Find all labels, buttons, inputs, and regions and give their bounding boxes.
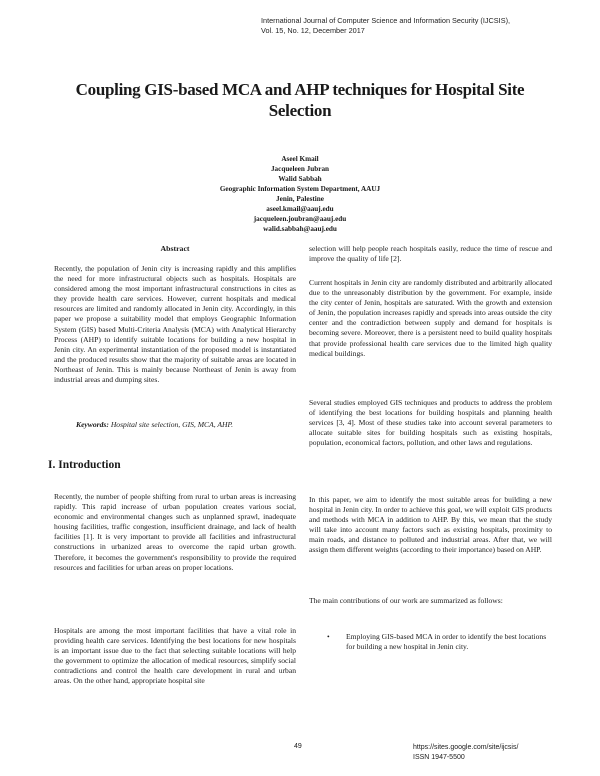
intro-paragraph-1: Recently, the number of people shifting from rural to urban areas is increasing rapidly. This rapid increase of urban population creates various social, economic and environmental changes such as unplanned sprawl, inadequate housing facilities, traffic congestion, insufficient drainage, and lack of health facilities [1]. It is very important to provide all facilities and infrastructural constructions in urbanized areas to overcome the rapid urban growth. Therefore, it becomes the government's responsibility to provide the required resources and facilities for urban areas on proper locations. <box>54 492 296 572</box>
email-2: jacqueleen.joubran@aauj.edu <box>253 215 347 223</box>
author-1: Aseel Kmail <box>281 155 319 163</box>
right-paragraph-3: Several studies employed GIS techniques and products to address the problem of identifying the best locations for building hospitals and planning health services [3, 4]. Most of these studies take into account several parameters to allocate suitable sites for building hospitals such as existing hospitals, population, economical factors, pollution, and other laws and regulations. <box>309 398 552 448</box>
affiliation: Geographic Information System Department, AAUJ <box>219 185 381 193</box>
author-2: Jacqueleen Jubran <box>270 165 330 173</box>
footer-info <box>413 743 518 763</box>
abstract-body <box>54 264 296 385</box>
right-paragraph-4: In this paper, we aim to identify the most suitable areas for building a new hospital in Jenin city. In order to achieve this goal, we will exploit GIS products and methods with MCA in addition to AHP. By this, we mean that the study will take into account many factors such as existing hospitals, proximity to main roads, and distance to polluted and industrial areas. After that, we will assign them different weights (according to their importance) based on AHP. <box>309 495 552 555</box>
bullet-icon: • <box>327 632 330 641</box>
location: Jenin, Palestine <box>276 195 324 203</box>
abstract-text: Recently, the population of Jenin city is increasing rapidly and this amplifies the need for more infrastructural objects such as hospitals. Hospitals are considered among the most important infrastructural constructions in cites as they provide health care services. However, current hospitals and medical resources are limited and randomly allocated in Jenin city. Accordingly, in this paper we propose a suitability model that employs Geographic Information System (GIS) based Multi-Criteria Analysis (MCA) with Analytical Hierarchy Process (AHP) to identify suitable locations for building a new hospital in Jenin city. An experimental instantiation of the proposed model is instantiated and the produced results show that the majority of suitable areas are located in Northeast of Jenin. This is mainly because Northeast of Jenin is away from industrial areas and dumping sites. <box>54 264 296 385</box>
section-heading-introduction: I. Introduction <box>48 459 121 471</box>
journal-name: International Journal of Computer Science and Information Security (IJCSIS), <box>261 16 511 25</box>
email-3: walid.sabbah@aauj.edu <box>263 225 337 233</box>
bullet-text: Employing GIS-based MCA in order to identify the best locations for building a new hospital in Jenin city. <box>346 632 547 652</box>
journal-header <box>261 16 510 36</box>
footer-issn: ISSN 1947-5500 <box>413 754 465 761</box>
journal-volume: Vol. 15, No. 12, December 2017 <box>261 26 365 35</box>
author-3: Walid Sabbah <box>278 175 322 183</box>
keywords-text: Hospital site selection, GIS, MCA, AHP. <box>110 420 234 429</box>
page-number: 49 <box>294 743 302 750</box>
email-1: aseel.kmail@aauj.edu <box>266 205 334 213</box>
paper-title <box>40 79 560 121</box>
keywords-label: Keywords: <box>76 420 109 429</box>
abstract-heading: Abstract <box>160 244 190 253</box>
right-paragraph-1: selection will help people reach hospitals easily, reduce the time of rescue and improve the quality of life [2]. <box>309 244 552 264</box>
keywords <box>76 420 233 429</box>
author-block <box>100 154 500 234</box>
right-paragraph-2: Current hospitals in Jenin city are randomly distributed and arbitrarily allocated due to the unreasonably distribution by the government. For example, inside the city center of Jenin, hospitals are saturated. With the growth and extension of Jenin, the population increases rapidly and spreads into areas outside the city center and the contradiction between supply and demand for hospitals is becoming severe. Moreover, there is a persistent need to build quality hospitals that provide professional health care services due to the limited high quality medical buildings. <box>309 278 552 358</box>
paper-title-line-1: Coupling GIS-based MCA and AHP techniques for Hospital Site <box>75 80 525 99</box>
right-paragraph-5: The main contributions of our work are summarized as follows: <box>309 596 503 605</box>
footer-url: https://sites.google.com/site/ijcsis/ <box>413 744 519 751</box>
paper-title-line-2: Selection <box>268 101 332 120</box>
intro-paragraph-2: Hospitals are among the most important facilities that have a vital role in providing health care services. Identifying the best locations for new hospitals is an important issue due to the fact that selecting suitable locations will help the government to optimize the allocation of medical resources, simplify social contradictions and control the health care development in rural and urban areas. On the other hand, appropriate hospital site <box>54 626 296 686</box>
